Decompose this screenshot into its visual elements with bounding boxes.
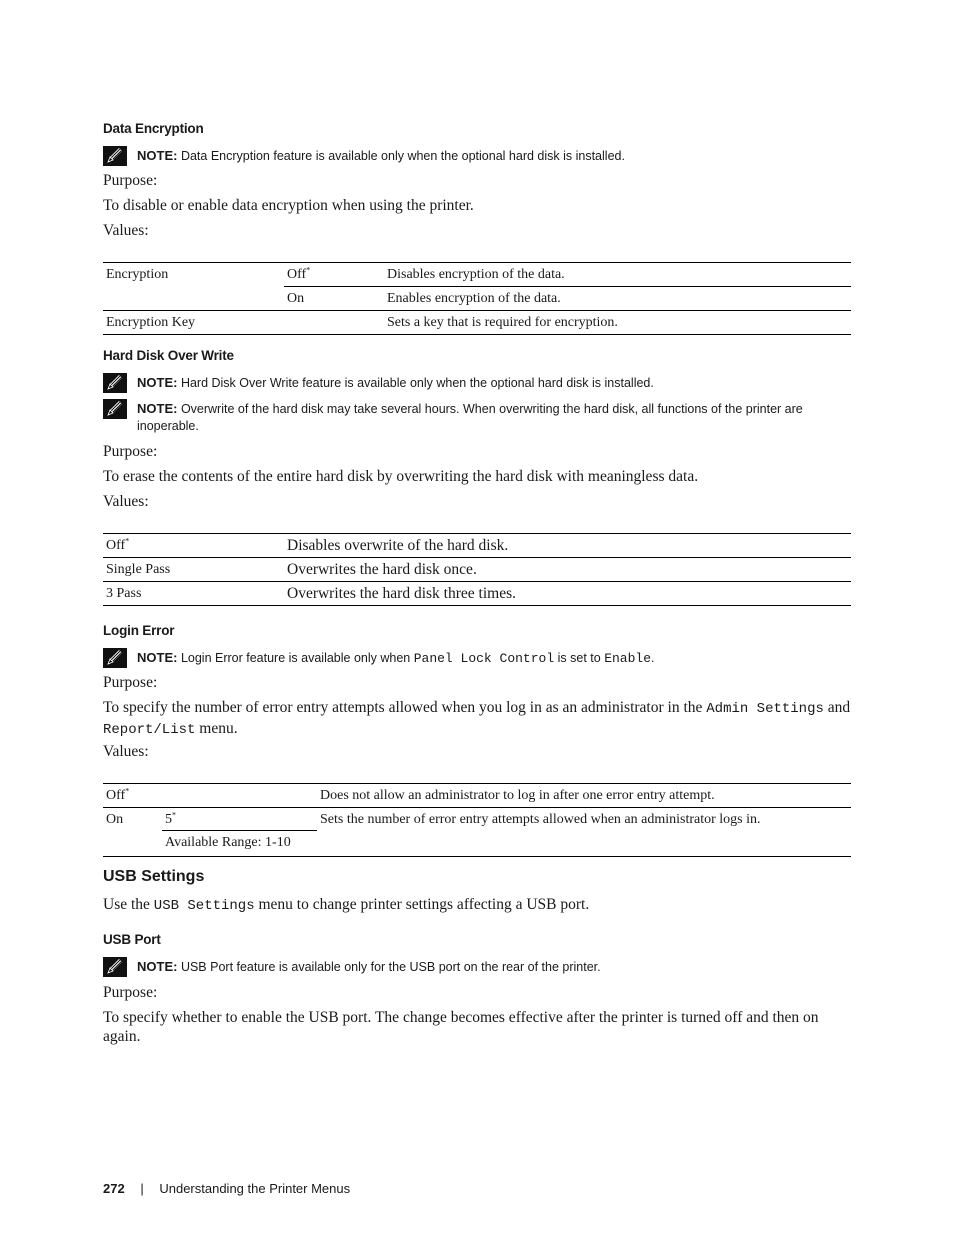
setting-description: Disables overwrite of the hard disk. <box>284 534 851 558</box>
setting-name: Encryption Key <box>103 311 284 335</box>
setting-description: Disables encryption of the data. <box>384 263 851 287</box>
setting-description: Overwrites the hard disk three times. <box>284 582 851 606</box>
table-row <box>103 808 851 831</box>
menu-code-admin-settings: Admin Settings <box>706 701 824 717</box>
purpose-text: To specify the number of error entry attempts allowed when you log in as an administrator in the Admin Settings and Report/List menu. <box>103 699 851 738</box>
setting-description: Overwrites the hard disk once. <box>284 558 851 582</box>
setting-value <box>284 311 384 335</box>
setting-value: Off* <box>284 263 384 287</box>
section-heading-login-error: Login Error <box>103 623 175 638</box>
purpose-text: To disable or enable data encryption when using the printer. <box>103 197 474 214</box>
table-row <box>103 311 851 335</box>
setting-value: On <box>103 808 162 857</box>
values-label: Values: <box>103 222 149 239</box>
note-label: NOTE: <box>137 650 178 665</box>
purpose-text: To erase the contents of the entire hard disk by overwriting the hard disk with meaningless data. <box>103 468 699 485</box>
table-row <box>103 558 851 582</box>
purpose-label: Purpose: <box>103 674 158 691</box>
values-label: Values: <box>103 743 149 760</box>
setting-subvalue: 5* <box>162 808 317 831</box>
table-row <box>103 534 851 558</box>
purpose-label: Purpose: <box>103 172 158 189</box>
values-table-login-error <box>103 783 851 857</box>
note-text: Overwrite of the hard disk may take several hours. When overwriting the hard disk, all functions of the printer are inoperable. <box>137 402 803 433</box>
section-heading-usb-settings: USB Settings <box>103 868 205 885</box>
setting-description: Sets the number of error entry attempts allowed when an administrator logs in. <box>317 808 851 857</box>
note-label: NOTE: <box>137 375 178 390</box>
setting-value: Single Pass <box>103 558 284 582</box>
page-footer <box>103 1181 350 1196</box>
values-label: Values: <box>103 493 149 510</box>
note-label: NOTE: <box>137 148 178 163</box>
values-table-data-encryption <box>103 262 851 335</box>
setting-description: Does not allow an administrator to log in after one error entry attempt. <box>317 784 851 808</box>
table-row <box>103 784 851 808</box>
note-text: USB Port feature is available only for the USB port on the rear of the printer. <box>180 960 601 974</box>
section-heading-hard-disk-over-write: Hard Disk Over Write <box>103 348 234 363</box>
purpose-label: Purpose: <box>103 984 158 1001</box>
note-text: is set to <box>557 651 601 665</box>
purpose-text: To specify whether to enable the USB port. The change becomes effective after the printer is turned off and then on again. <box>103 1009 819 1045</box>
setting-value: Off* <box>103 784 317 808</box>
setting-name: Encryption <box>103 263 284 287</box>
section-heading-data-encryption: Data Encryption <box>103 121 204 136</box>
footer-separator: | <box>140 1181 144 1196</box>
purpose-label: Purpose: <box>103 443 158 460</box>
note-label: NOTE: <box>137 959 178 974</box>
menu-code-report-list: Report/List <box>103 722 196 738</box>
note-text: Login Error feature is available only when <box>180 651 411 665</box>
note-text: Data Encryption feature is available only when the optional hard disk is installed. <box>180 149 625 163</box>
menu-code-usb-settings: USB Settings <box>153 898 255 914</box>
setting-value: Off* <box>103 534 284 558</box>
page-number: 272 <box>103 1181 125 1196</box>
table-row <box>103 287 851 311</box>
pencil-note-icon <box>103 146 127 166</box>
setting-description: Sets a key that is required for encryption. <box>384 311 851 335</box>
menu-code-enable: Enable <box>604 651 652 666</box>
setting-value: On <box>284 287 384 311</box>
pencil-note-icon <box>103 373 127 393</box>
note-label: NOTE: <box>137 401 178 416</box>
table-row <box>103 582 851 606</box>
usb-settings-intro: Use the USB Settings menu to change printer settings affecting a USB port. <box>103 896 590 914</box>
pencil-note-icon <box>103 399 127 419</box>
section-heading-usb-port: USB Port <box>103 932 161 947</box>
chapter-title: Understanding the Printer Menus <box>159 1181 351 1196</box>
pencil-note-icon <box>103 957 127 977</box>
setting-range: Available Range: 1-10 <box>162 831 317 857</box>
setting-description: Enables encryption of the data. <box>384 287 851 311</box>
menu-code-panel-lock-control: Panel Lock Control <box>413 651 555 666</box>
setting-value: 3 Pass <box>103 582 284 606</box>
values-table-hard-disk-over-write <box>103 533 851 606</box>
note-text: . <box>651 651 655 665</box>
pencil-note-icon <box>103 648 127 668</box>
setting-name <box>103 287 284 311</box>
table-row <box>103 263 851 287</box>
note-text: Hard Disk Over Write feature is available only when the optional hard disk is installed. <box>180 376 654 390</box>
